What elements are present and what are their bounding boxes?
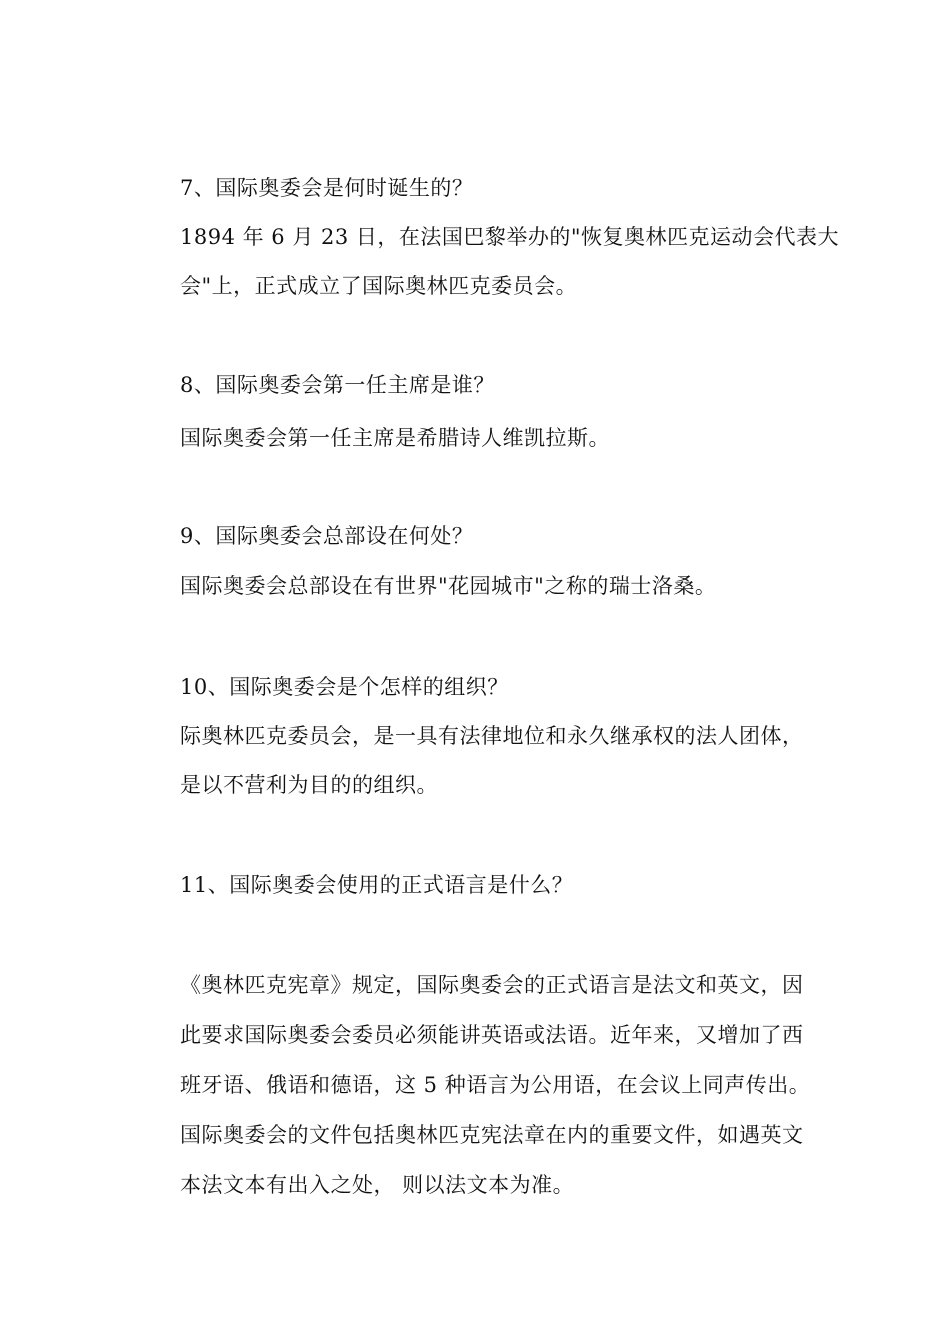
answer-8-line-1: 国际奥委会第一任主席是希腊诗人维凯拉斯。 — [180, 426, 610, 450]
answer-11-line-4: 国际奥委会的文件包括奥林匹克宪法章在内的重要文件，如遇英文 — [180, 1123, 804, 1147]
answer-11-line-1: 《奥林匹克宪章》规定，国际奥委会的正式语言是法文和英文，因 — [180, 973, 804, 997]
answer-11-line-3: 班牙语、俄语和德语，这 5 种语言为公用语，在会议上同声传出。 — [180, 1073, 811, 1097]
question-10: 10、国际奥委会是个怎样的组织？ — [180, 675, 509, 699]
answer-9-line-1: 国际奥委会总部设在有世界"花园城市"之称的瑞士洛桑。 — [180, 574, 717, 598]
answer-10-line-1: 际奥林匹克委员会，是一具有法律地位和永久继承权的法人团体， — [180, 724, 804, 748]
answer-10-line-2: 是以不营利为目的的组织。 — [180, 773, 438, 797]
answer-11-line-5: 本法文本有出入之处， 则以法文本为准。 — [180, 1173, 575, 1197]
question-7: 7、国际奥委会是何时诞生的？ — [180, 176, 474, 200]
question-11: 11、国际奥委会使用的正式语言是什么？ — [180, 873, 574, 897]
answer-7-line-1: 1894 年 6 月 23 日，在法国巴黎举办的"恢复奥林匹克运动会代表大 — [180, 225, 840, 249]
answer-7-line-2: 会"上，正式成立了国际奥林匹克委员会。 — [180, 274, 578, 298]
question-9: 9、国际奥委会总部设在何处？ — [180, 524, 474, 548]
answer-11-line-2: 此要求国际奥委会委员必须能讲英语或法语。近年来，又增加了西 — [180, 1023, 804, 1047]
question-8: 8、国际奥委会第一任主席是谁？ — [180, 373, 495, 397]
